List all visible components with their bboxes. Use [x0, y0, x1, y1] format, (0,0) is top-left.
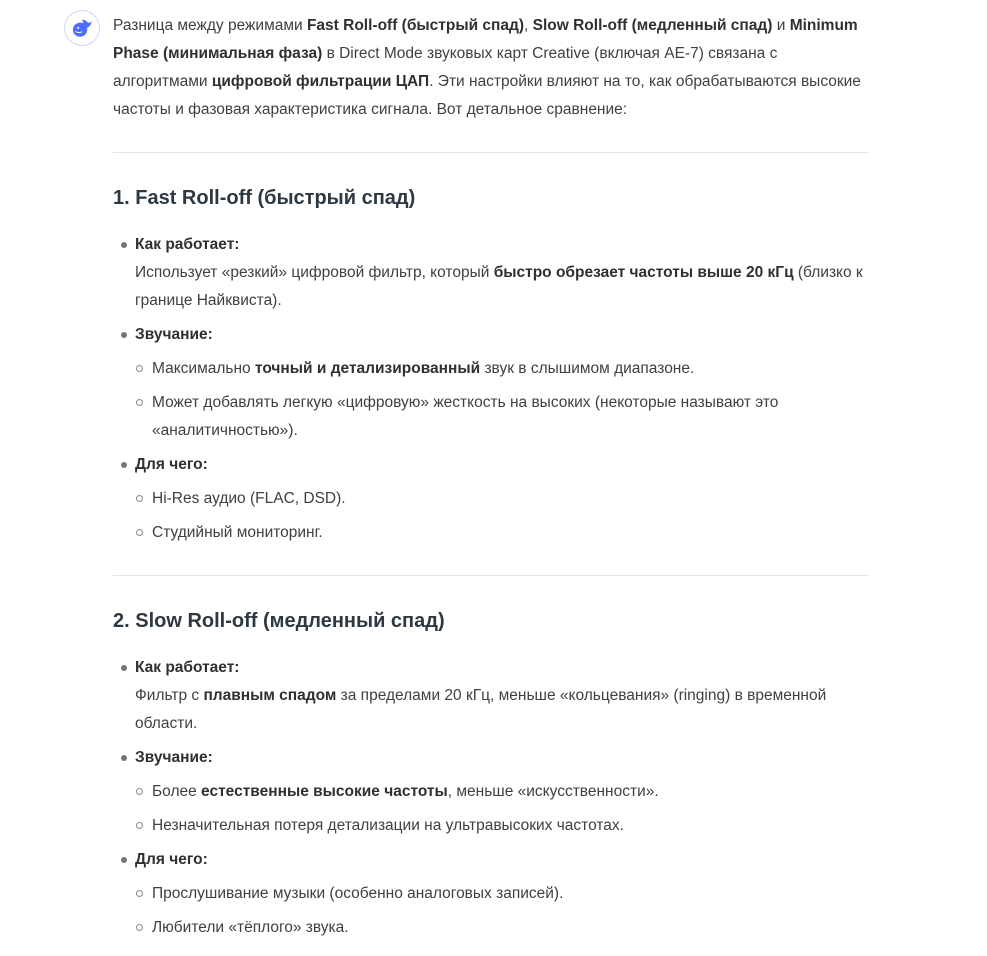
sublist-item [135, 355, 869, 383]
sublist-item [135, 519, 869, 547]
sublist-item-text: Прослушивание музыки (особенно аналоговых записей). [152, 885, 564, 902]
intro-paragraph: Разница между режимами Fast Roll-off (быстрый спад), Slow Roll-off (медленный спад) и Minimum Phase (минимальная фаза) в Direct Mode звуковых карт Creative (включая AE-7) связана с алгоритмами цифровой фильтрации ЦАП. Эти настройки влияют на то, как обрабатываются высокие частоты и фазовая характеристика сигнала. Вот детальное сравнение: [113, 17, 861, 118]
list-item-how-it-works [113, 231, 869, 315]
divider-1 [113, 152, 869, 153]
sublist-item-text: Незначительная потеря детализации на ультравысоких частотах. [152, 817, 624, 834]
section-fast-rolloff [113, 185, 869, 547]
list-item-sound [113, 744, 869, 840]
sublist-item [135, 389, 869, 445]
list-item-sound [113, 321, 869, 445]
sublist [135, 355, 869, 445]
list-item-use-case [113, 846, 869, 942]
list-item-how-it-works [113, 654, 869, 738]
assistant-avatar [64, 10, 100, 46]
sublist-item-text: Более естественные высокие частоты, меньше «искусственности». [152, 783, 659, 800]
section-1-heading: 1. Fast Roll-off (быстрый спад) [113, 187, 416, 209]
sublist-item [135, 914, 869, 942]
message-content [113, 10, 869, 942]
section-2-heading: 2. Slow Roll-off (медленный спад) [113, 610, 445, 632]
sublist-item [135, 812, 869, 840]
sublist-item [135, 778, 869, 806]
item-label: Как работает: [135, 236, 240, 253]
sublist [135, 485, 869, 547]
item-text: Фильтр с плавным спадом за пределами 20 кГц, меньше «кольцевания» (ringing) в временной области. [135, 687, 827, 732]
list-item-use-case [113, 451, 869, 547]
sublist-item-text: Максимально точный и детализированный звук в слышимом диапазоне. [152, 360, 695, 377]
sublist-item-text: Студийный мониторинг. [152, 524, 323, 541]
deepseek-whale-icon [71, 17, 94, 40]
divider-2 [113, 575, 869, 576]
item-label: Как работает: [135, 659, 240, 676]
sublist [135, 778, 869, 840]
section-2-list [113, 654, 869, 942]
section-slow-rolloff [113, 608, 869, 942]
sublist-item-text: Может добавлять легкую «цифровую» жесткость на высоких (некоторые называют это «аналитичностью»). [152, 394, 779, 439]
sublist-item-text: Hi-Res аудио (FLAC, DSD). [152, 490, 346, 507]
item-text: Использует «резкий» цифровой фильтр, который быстро обрезает частоты выше 20 кГц (близко к границе Найквиста). [135, 264, 863, 309]
item-label: Звучание: [135, 749, 213, 766]
sublist-item [135, 485, 869, 513]
item-label: Для чего: [135, 456, 208, 473]
section-1-list [113, 231, 869, 547]
sublist-item-text: Любители «тёплого» звука. [152, 919, 349, 936]
sublist [135, 880, 869, 942]
item-label: Для чего: [135, 851, 208, 868]
item-label: Звучание: [135, 326, 213, 343]
sublist-item [135, 880, 869, 908]
